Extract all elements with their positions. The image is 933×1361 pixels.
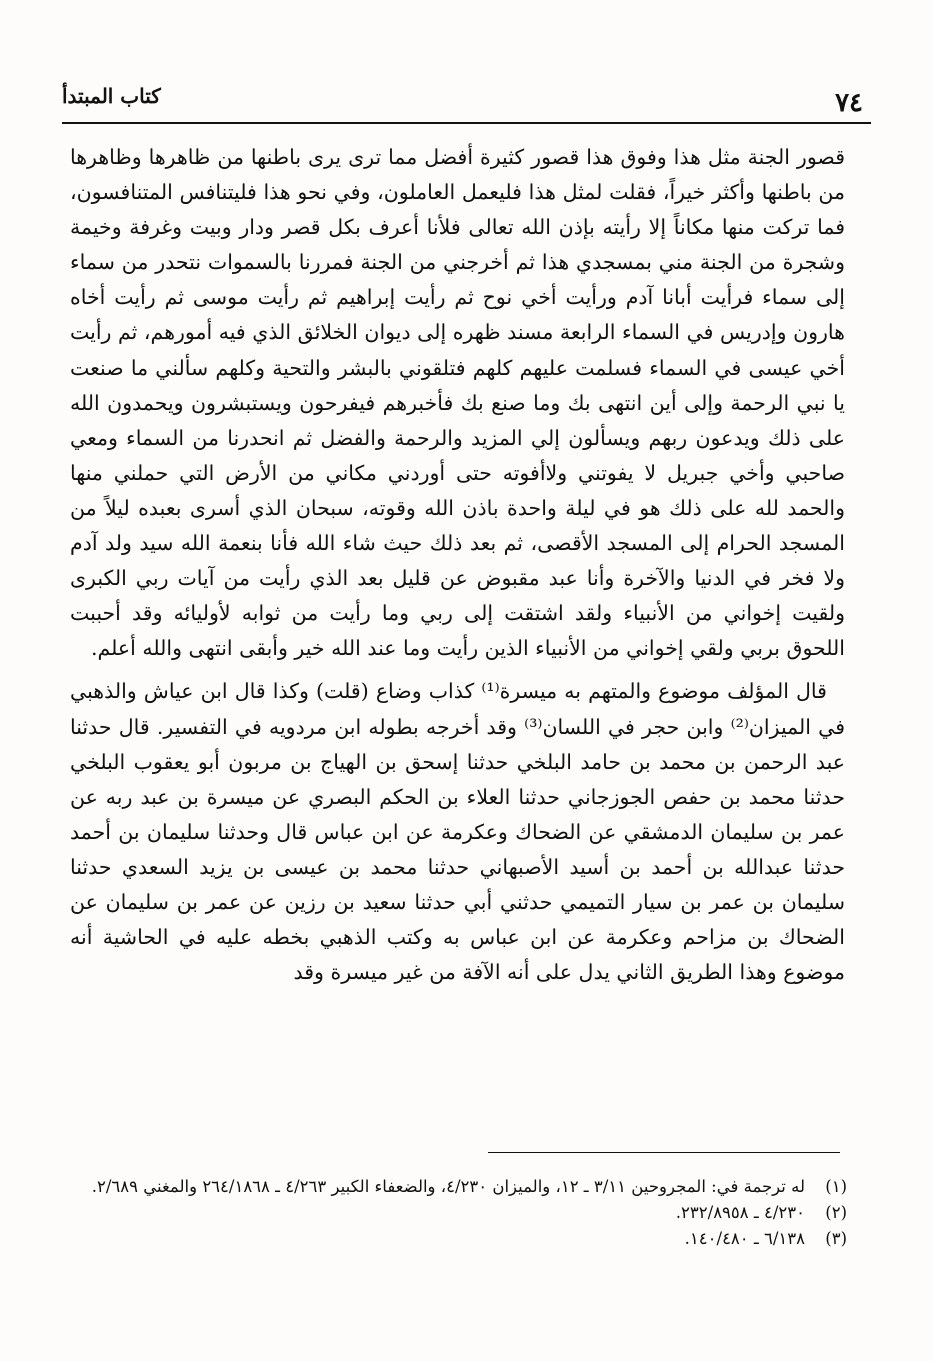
footnote-divider <box>488 1152 840 1153</box>
page-title: كتاب المبتدأ <box>62 84 161 108</box>
page-header <box>62 84 871 128</box>
paragraph: قال المؤلف موضوع والمتهم به ميسرة⁽¹⁾ كذاب وضاع (قلت) وكذا قال ابن عياش والذهبي في الميزان⁽²⁾ وابن حجر في اللسان⁽³⁾ وقد أخرجه بطوله ابن مردويه في التفسير. قال حدثنا عبد الرحمن بن محمد بن حامد البلخي حدثنا إسحق بن الهياج بن مربون أبو يعقوب البلخي حدثنا محمد بن حفص الجوزجاني حدثنا العلاء بن الحكم البصري عن ميسرة بن عبد ربه عن عمر بن سليمان الدمشقي عن الضحاك وعكرمة عن ابن عباس قال وحدثنا سليمان بن أحمد حدثنا عبدالله بن أحمد بن أسيد الأصبهاني حدثنا محمد بن عيسى بن يزيد السعدي حدثنا سليمان بن عمر بن سيار التميمي حدثني أبي حدثنا سعيد بن رزين عن عمر بن سليمان عن الضحاك بن مزاحم وعكرمة عن ابن عباس به وكتب الذهبي بخطه عليه في الحاشية أنه موضوع وهذا الطريق الثاني يدل على أنه الآفة من غير ميسرة وقد <box>70 679 846 985</box>
footnote-number: (٢) <box>825 1203 847 1222</box>
footnote-number: (٣) <box>825 1229 847 1248</box>
footnote <box>70 1226 847 1252</box>
footnote-text: له ترجمة في: المجروحين ٣/١١ ـ ١٢، والميزان ٤/٢٣٠، والضعفاء الكبير ٤/٢٦٣ ـ ٢٦٤/١٨٦٨ والمغني ٢/٦٨٩. <box>91 1177 805 1196</box>
page-number: ٧٤ <box>835 88 863 118</box>
footnote-number: (١) <box>825 1177 847 1196</box>
main-text <box>70 140 845 990</box>
paragraph: قصور الجنة مثل هذا وفوق هذا قصور كثيرة أفضل مما ترى يرى باطنها من ظاهرها وظاهرها من باطنها وأكثر خيراً، فقلت لمثل هذا فليعمل العاملون، وفي نحو هذا فليتنافس المتنافسون، فما تركت منها مكاناً إلا رأيته بإذن الله تعالى فلأنا أعرف بكل قصر ودار وبيت وغرفة وخيمة وشجرة من الجنة مني بمسجدي هذا ثم أخرجني من الجنة فمررنا بالسموات نتحدر من سماء إلى سماء فرأيت أبانا آدم ورأيت أخي نوح ثم رأيت إبراهيم ثم رأيت موسى ثم رأيت أخاه هارون وإدريس في السماء الرابعة مسند ظهره إلى ديوان الخلائق الذي فيه أمورهم، ثم رأيت أخي عيسى في السماء فسلمت عليهم كلهم فتلقوني بالبشر والتحية وكلهم سألني ما صنعت يا نبي الرحمة وإلى أين انتهى بك وما صنع بك فأخبرهم فيفرحون ويستبشرون ويحمدون الله على ذلك ويدعون ربهم ويسألون إلي المزيد والرحمة والفضل ثم انحدرنا من السماء ومعي صاحبي وأخي جبريل لا يفوتني ولاأفوته حتى أوردني مكاني من الأرض التي حملني منها والحمد لله على ذلك هو في ليلة واحدة باذن الله وقوته، سبحان الذي أسرى بعبده ليلاً من المسجد الحرام إلى المسجد الأقصى، ثم بعد ذلك حيث شاء الله فأنا بنعمة الله سيد ولد آدم ولا فخر في الدنيا والآخرة وأنا عبد مقبوض عن قليل بعد الذي رأيت من آيات ربي الكبرى ولقيت إخواني من الأنبياء ولقد اشتقت إلى ربي وما رأيت من ثوابه لأوليائه وقد أحببت اللحوق بربي ولقي إخواني من الأنبياء الذين رأيت وما عند الله خير وأبقى انتهى والله أعلم. <box>70 145 845 661</box>
footnotes <box>70 1174 847 1252</box>
footnote <box>70 1200 847 1226</box>
footnote-text: ٤/٢٣٠ ـ ٢٣٢/٨٩٥٨. <box>675 1203 805 1222</box>
footnote-text: ٦/١٣٨ ـ ١٤٠/٤٨٠. <box>684 1229 805 1248</box>
header-divider <box>62 122 871 124</box>
footnote <box>70 1174 847 1200</box>
